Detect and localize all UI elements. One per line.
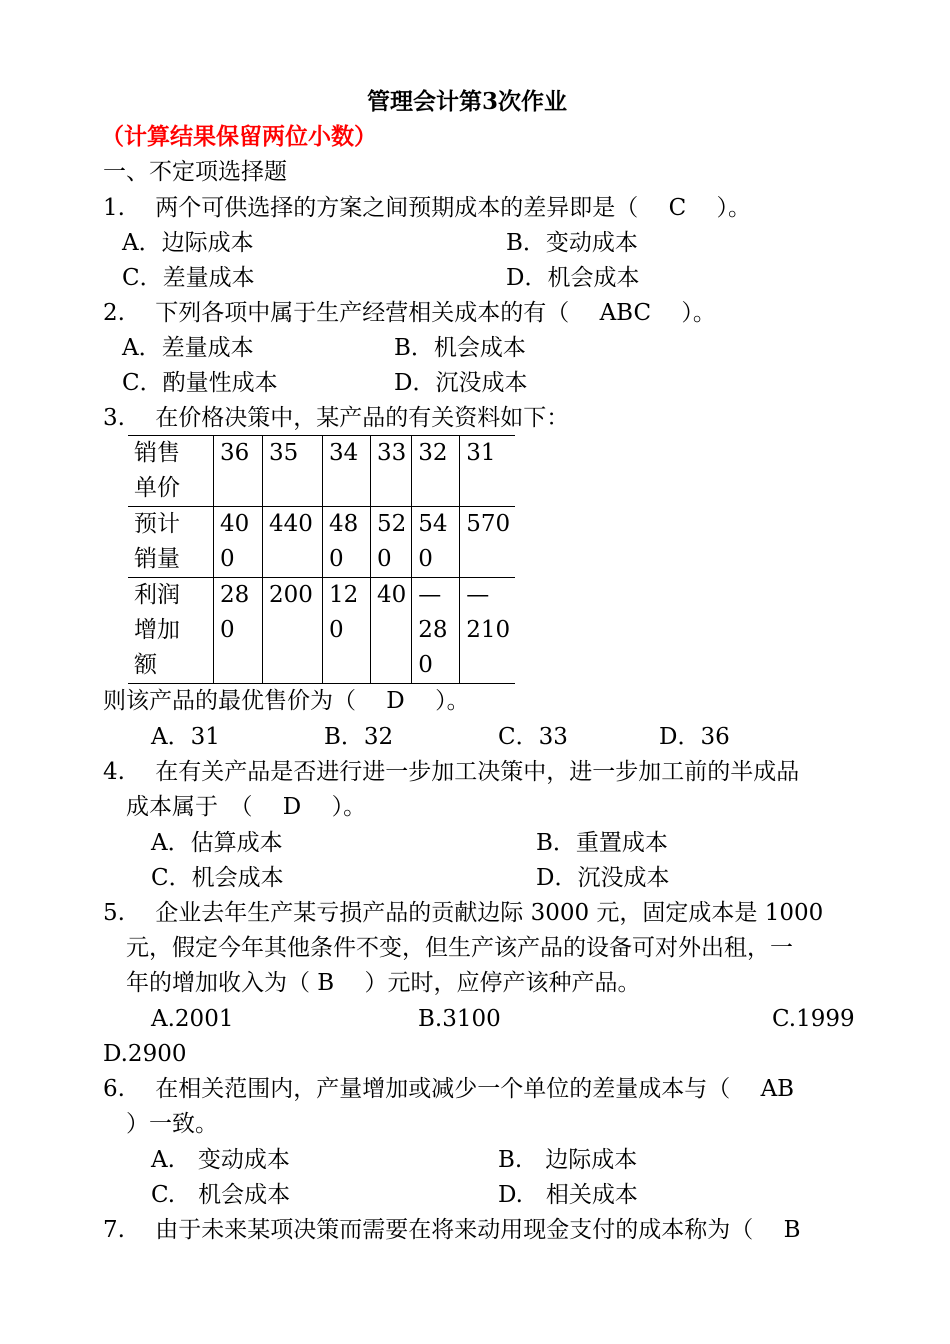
question-6-option-d: D. 相关成本 [498,1182,638,1208]
table-cell: 40 0 [214,507,263,578]
question-2-option-d: D．沉没成本 [394,370,528,396]
table-cell: 40 [371,578,412,684]
question-5-option-d: D.2900 [103,1041,187,1067]
table-cell: 35 [263,436,323,507]
question-5-stem-line2: 元，假定今年其他条件不变，但生产该产品的设备可对外出租，一 [126,935,793,961]
table-cell: 33 [371,436,412,507]
question-3-option-c: C．33 [498,724,568,750]
table-cell: 200 [263,578,323,684]
question-2-stem: 2. 下列各项中属于生产经营相关成本的有（ ABC ）。 [103,300,716,326]
question-1-stem: 1. 两个可供选择的方案之间预期成本的差异即是（ C ）。 [103,195,751,221]
question-1-option-b: B．变动成本 [506,230,638,256]
table-cell: 31 [460,436,515,507]
table-cell: 52 0 [371,507,412,578]
table-cell: 34 [323,436,371,507]
question-5-option-a: A.2001 [151,1006,234,1032]
question-3-option-d: D．36 [659,724,730,750]
question-2-option-a: A．差量成本 [122,335,254,361]
question-3-followup: 则该产品的最优售价为（ D ）。 [103,688,470,714]
table-row [128,436,515,507]
table-cell: — 28 0 [412,578,460,684]
table-cell: 48 0 [323,507,371,578]
question-4-option-b: B．重置成本 [536,830,668,856]
table-cell: 32 [412,436,460,507]
question-4-stem-line2: 成本属于 （ D ）。 [126,794,367,820]
question-6-stem-line2: ）一致。 [126,1111,218,1137]
question-5-stem-line1: 5. 企业去年生产某亏损产品的贡献边际 3000 元，固定成本是 1000 [103,900,824,926]
table-row [128,507,515,578]
question-4-option-a: A．估算成本 [151,830,283,856]
question-5-stem-line3: 年的增加收入为（ B ）元时，应停产该种产品。 [126,970,641,996]
calculation-note: （计算结果保留两位小数） [101,123,377,150]
table-cell: 54 0 [412,507,460,578]
question-1-option-d: D．机会成本 [506,265,640,291]
question-3-option-a: A．31 [151,724,220,750]
question-6-stem-line1: 6. 在相关范围内，产量增加或减少一个单位的差量成本与（ AB [103,1076,795,1102]
table-cell: 28 0 [214,578,263,684]
question-1-option-c: C．差量成本 [122,265,255,291]
question-4-stem-line1: 4. 在有关产品是否进行进一步加工决策中，进一步加工前的半成品 [103,759,800,785]
question-1-option-a: A．边际成本 [122,230,254,256]
question-7-stem-line1: 7. 由于未来某项决策而需要在将来动用现金支付的成本称为（ B [103,1217,801,1243]
question-3-option-b: B．32 [324,724,394,750]
question-6-option-b: B. 边际成本 [498,1147,638,1173]
question-6-option-c: C. 机会成本 [151,1182,291,1208]
table-cell: 36 [214,436,263,507]
question-5-option-b: B.3100 [418,1006,501,1032]
table-row [128,578,515,684]
price-decision-table [128,435,515,684]
question-6-option-a: A. 变动成本 [151,1147,290,1173]
question-3-stem: 3. 在价格决策中，某产品的有关资料如下： [103,405,570,431]
section-heading: 一、不定项选择题 [103,159,287,185]
question-5-option-c: C.1999 [772,1006,855,1032]
question-2-option-c: C．酌量性成本 [122,370,278,396]
document-title: 管理会计第3次作业 [367,88,568,115]
table-cell: 570 [460,507,515,578]
table-cell: 440 [263,507,323,578]
question-2-option-b: B．机会成本 [394,335,526,361]
table-cell: 销售 单价 [128,436,214,507]
table-cell: — 210 [460,578,515,684]
table-cell: 预计 销量 [128,507,214,578]
table-cell: 12 0 [323,578,371,684]
question-4-option-d: D．沉没成本 [536,865,670,891]
question-4-option-c: C．机会成本 [151,865,284,891]
table-cell: 利润 增加 额 [128,578,214,684]
